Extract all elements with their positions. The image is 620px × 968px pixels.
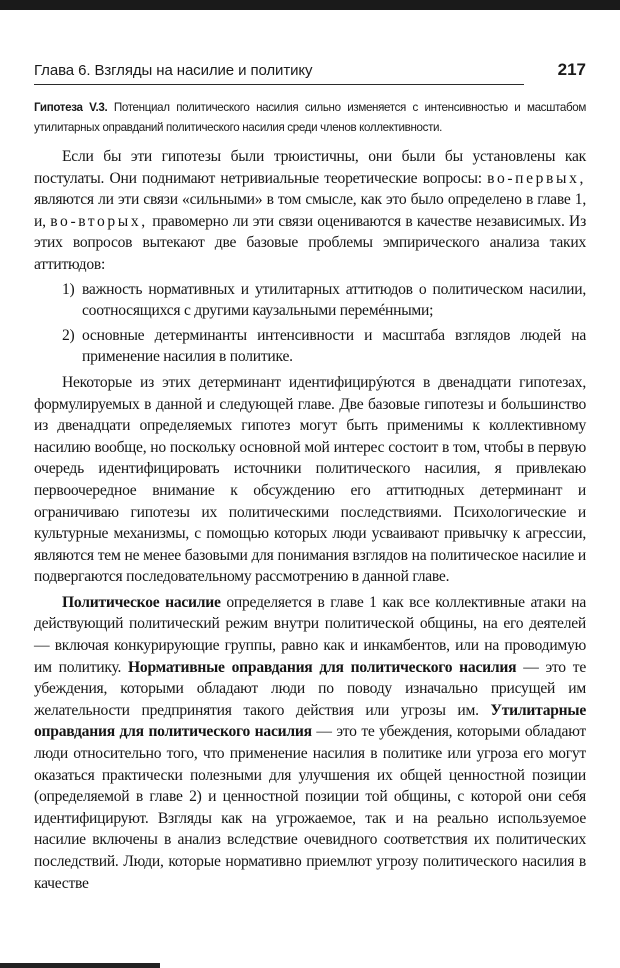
paragraph-text: Если бы эти гипотезы были трюистичны, они были бы установлены как постулаты. Они поднимают нетривиальные теоретические вопросы:	[34, 148, 586, 187]
paragraph-text: — это те убеждения, которыми обладают люди по поводу изначально присущей им желательности предпринятия такого действия или угрозы им.	[34, 658, 586, 719]
hypothesis-text: Потенциал политического насилия сильно изменяется с интенсивностью и масштабом утилитарных оправданий политического насилия среди членов коллективности.	[34, 101, 587, 134]
paragraph-text: являются ли эти связи «сильными» в том смысле, как это было определено в главе 1, и,	[34, 191, 586, 230]
bottom-edge-bar	[0, 963, 160, 968]
list-marker: 1)	[62, 280, 75, 298]
paragraph-text: правомерно ли эти связи оцениваются в качестве независимых. Из этих вопросов вытекают две базовые проблемы эмпирического анализа таких аттитюдов:	[34, 212, 586, 273]
paragraph-text: определяется в главе 1 как все коллективные атаки на действующий политический режим внутри политической общины, на его деятелей — включая конкурирующие группы, равно как и инкамбентов, или на проводимую им политику.	[34, 593, 586, 676]
term-utilitarian-justifications: Утилитарные оправдания для политического насилия	[34, 701, 586, 741]
hypothesis-label: Гипотеза V.3.	[34, 101, 108, 114]
term-political-violence: Политическое насилие	[62, 593, 221, 611]
paragraph	[34, 592, 586, 894]
page-number: 217	[557, 60, 586, 79]
list-marker: 2)	[62, 326, 75, 344]
term-normative-justifications: Нормативные оправдания для политического насилия	[128, 658, 517, 676]
spaced-emphasis: во-первых,	[487, 169, 586, 187]
list-item-text: основные детерминанты интенсивности и масштаба взглядов людей на применение насилия в политике.	[82, 326, 586, 366]
body-text	[34, 146, 586, 894]
top-edge-bar	[0, 0, 620, 10]
hypothesis-statement	[34, 98, 586, 138]
spaced-emphasis: во-вторых,	[50, 212, 148, 230]
list-item	[34, 325, 586, 368]
chapter-title: Глава 6. Взгляды на насилие и политику	[34, 62, 313, 79]
running-header	[34, 62, 586, 86]
paragraph-text: — это те убеждения, которыми обладают люди относительно того, что применение насилия в политике или угроза его могут оказаться практически полезными для улучшения их общей ценностной позиции (определяемой в главе 2) и ценностной позиции той общины, с которой они себя идентифицируют. Взгляды как на угрожаемое, так и на реально используемое насилие включены в анализ вследствие очевидного соответствия их политических последствий. Люди, которые нормативно приемлют угрозу политического насилия в качестве	[34, 723, 586, 892]
list-item	[34, 279, 586, 322]
paragraph: Некоторые из этих детерминант идентифицирýются в двенадцати гипотезах, формулируемых в данной и следующей главе. Две базовые гипотезы и большинство из двенадцати определяемых гипотез могут быть применимы к коллективному насилию вообще, но поскольку основной мой интерес состоит в том, чтобы в первую очередь идентифицировать источники политического насилия, я привлекаю первоочередное внимание к обсуждению его аттитюдных детерминант и ограничиваю гипотезы их политическими последствиями. Психологические и культурные механизмы, с помощью которых люди усваивают привычку к агрессии, являются тем не менее базовыми для понимания взглядов на политическое насилие и подвергаются последовательному рассмотрению в данной главе.	[34, 373, 586, 586]
list-item-text: важность нормативных и утилитарных аттитюдов о политическом насилии, соотносящихся с другими каузальными перемéнными;	[82, 280, 586, 320]
paragraph	[34, 146, 586, 276]
header-rule	[34, 84, 524, 85]
